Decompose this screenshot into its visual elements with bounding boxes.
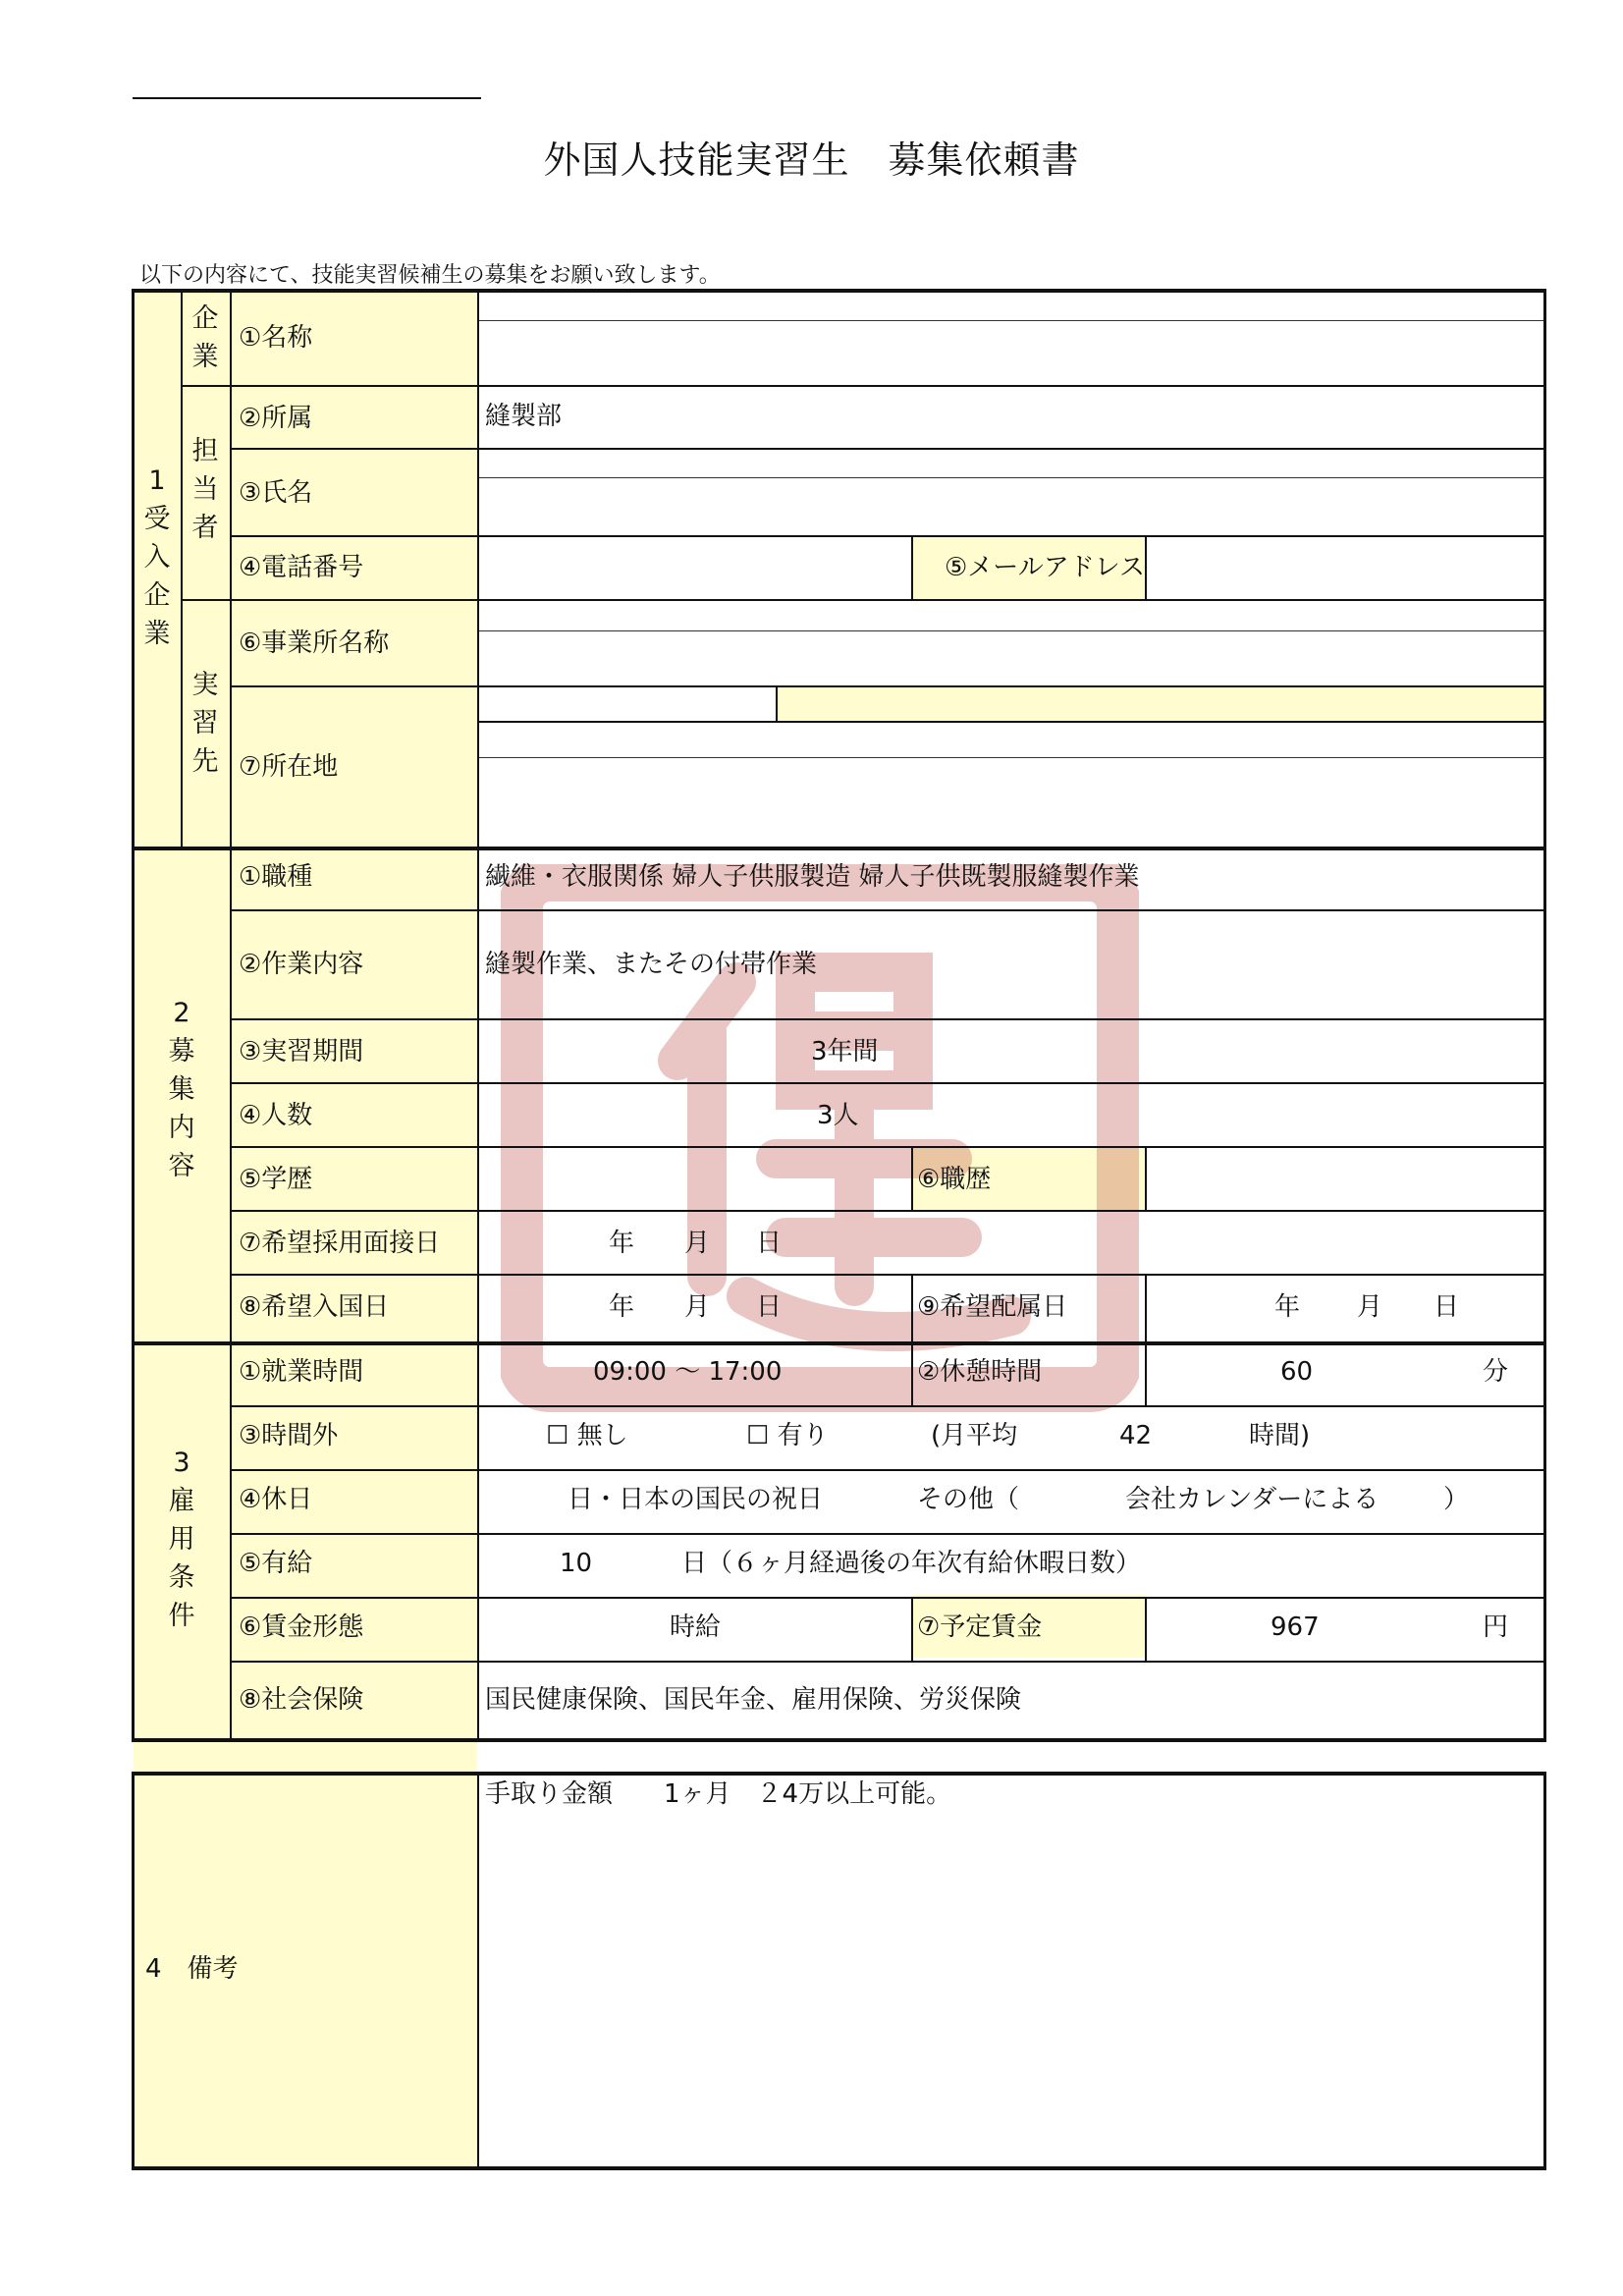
interview-month[interactable]: 月 (684, 1229, 711, 1258)
wage-type-value[interactable]: 時給 (670, 1613, 722, 1642)
working-hours-label: ①就業時間 (239, 1357, 364, 1387)
job-type-label: ①職種 (239, 862, 313, 892)
section1-vertical-label: 1 受 入 企 業 (143, 465, 171, 649)
entry-year[interactable]: 年 (609, 1292, 635, 1322)
holiday-label: ④休日 (239, 1485, 313, 1514)
education-label: ⑤学歴 (239, 1165, 313, 1194)
assignment-day[interactable]: 日 (1434, 1292, 1460, 1322)
training-period-label: ③実習期間 (239, 1037, 364, 1066)
assignment-date-label: ⑨希望配属日 (917, 1292, 1068, 1322)
company-name-label: ①名称 (239, 323, 313, 353)
department-label: ②所属 (239, 404, 313, 433)
remarks-label: 4 備考 (145, 1954, 239, 1984)
headcount-label: ④人数 (239, 1101, 313, 1130)
department-value[interactable]: 縫製部 (485, 402, 563, 431)
seal-watermark (501, 864, 1139, 1414)
holiday-value[interactable]: 日・日本の国民の祝日 (568, 1485, 824, 1514)
entry-day[interactable]: 日 (756, 1292, 783, 1322)
group-contact-label: 担 当 者 (191, 436, 219, 543)
overtime-average-label: (月平均 (931, 1421, 1018, 1450)
overtime-yes-checkbox[interactable]: ☐ 有り (746, 1421, 829, 1450)
remarks-value[interactable]: 手取り金額 1ヶ月 ２4万以上可能。 (485, 1779, 952, 1809)
address-fill (778, 687, 1542, 721)
paid-leave-label: ⑤有給 (239, 1549, 313, 1578)
overtime-hours-value[interactable]: 42 (1119, 1421, 1153, 1450)
entry-date-label: ⑧希望入国日 (239, 1292, 390, 1322)
social-insurance-value[interactable]: 国民健康保険、国民年金、雇用保険、労災保険 (485, 1685, 1022, 1715)
group-site-label: 実 習 先 (191, 670, 219, 777)
planned-wage-unit: 円 (1483, 1613, 1509, 1642)
person-name-field[interactable] (479, 479, 1543, 534)
group-company-label: 企 業 (191, 303, 219, 372)
assignment-month[interactable]: 月 (1357, 1292, 1383, 1322)
email-label: ⑤メールアドレス (945, 553, 1146, 582)
paid-leave-value[interactable]: 10 (560, 1549, 593, 1578)
phone-field[interactable] (479, 537, 911, 598)
entry-month[interactable]: 月 (684, 1292, 711, 1322)
interview-day[interactable]: 日 (756, 1229, 783, 1258)
holiday-other-value[interactable]: 会社カレンダーによる (1125, 1485, 1380, 1514)
top-rule (133, 97, 481, 99)
interview-date-label: ⑦希望採用面接日 (239, 1229, 441, 1258)
overtime-none-checkbox[interactable]: ☐ 無し (546, 1421, 628, 1450)
holiday-other-label: その他（ (917, 1485, 1020, 1514)
page-title: 外国人技能実習生 募集依頼書 (543, 138, 1080, 182)
address-field[interactable] (479, 723, 1543, 847)
planned-wage-label: ⑦予定賃金 (917, 1613, 1043, 1642)
company-name-field[interactable] (479, 324, 1543, 383)
break-time-value[interactable]: 60 (1280, 1357, 1314, 1387)
holiday-other-close: ） (1443, 1485, 1470, 1514)
phone-label: ④電話番号 (239, 553, 364, 582)
section3-vertical-label: 3 雇 用 条 件 (168, 1448, 195, 1631)
career-label: ⑥職歴 (917, 1165, 992, 1194)
job-type-value[interactable]: 繊維・衣服関係 婦人子供服製造 婦人子供既製服縫製作業 (485, 862, 1140, 892)
overtime-hours-unit: 時間) (1249, 1421, 1311, 1450)
email-field[interactable] (1147, 537, 1543, 598)
intro-text: 以下の内容にて、技能実習候補生の募集をお願い致します。 (139, 263, 721, 288)
career-field[interactable] (1147, 1148, 1543, 1209)
break-time-unit: 分 (1483, 1357, 1509, 1387)
interview-year[interactable]: 年 (609, 1229, 635, 1258)
office-name-label: ⑥事業所名称 (239, 629, 390, 658)
work-content-value[interactable]: 縫製作業、またその付帯作業 (485, 950, 818, 979)
overtime-label: ③時間外 (239, 1421, 339, 1450)
training-period-value[interactable]: 3年間 (811, 1037, 879, 1066)
planned-wage-value[interactable]: 967 (1271, 1613, 1320, 1642)
person-name-label: ③氏名 (239, 478, 313, 508)
social-insurance-label: ⑧社会保険 (239, 1685, 364, 1715)
paid-leave-note: 日（６ヶ月経過後の年次有給休暇日数） (681, 1549, 1142, 1578)
section2-vertical-label: 2 募 集 内 容 (168, 998, 195, 1181)
working-hours-value[interactable]: 09:00 ～ 17:00 (593, 1357, 783, 1387)
address-label: ⑦所在地 (239, 752, 339, 782)
work-content-label: ②作業内容 (239, 950, 364, 979)
office-name-field[interactable] (479, 632, 1543, 685)
wage-type-label: ⑥賃金形態 (239, 1613, 364, 1642)
assignment-year[interactable]: 年 (1274, 1292, 1301, 1322)
headcount-value[interactable]: 3人 (817, 1101, 859, 1130)
education-field[interactable] (479, 1148, 911, 1209)
break-time-label: ②休憩時間 (917, 1357, 1043, 1387)
